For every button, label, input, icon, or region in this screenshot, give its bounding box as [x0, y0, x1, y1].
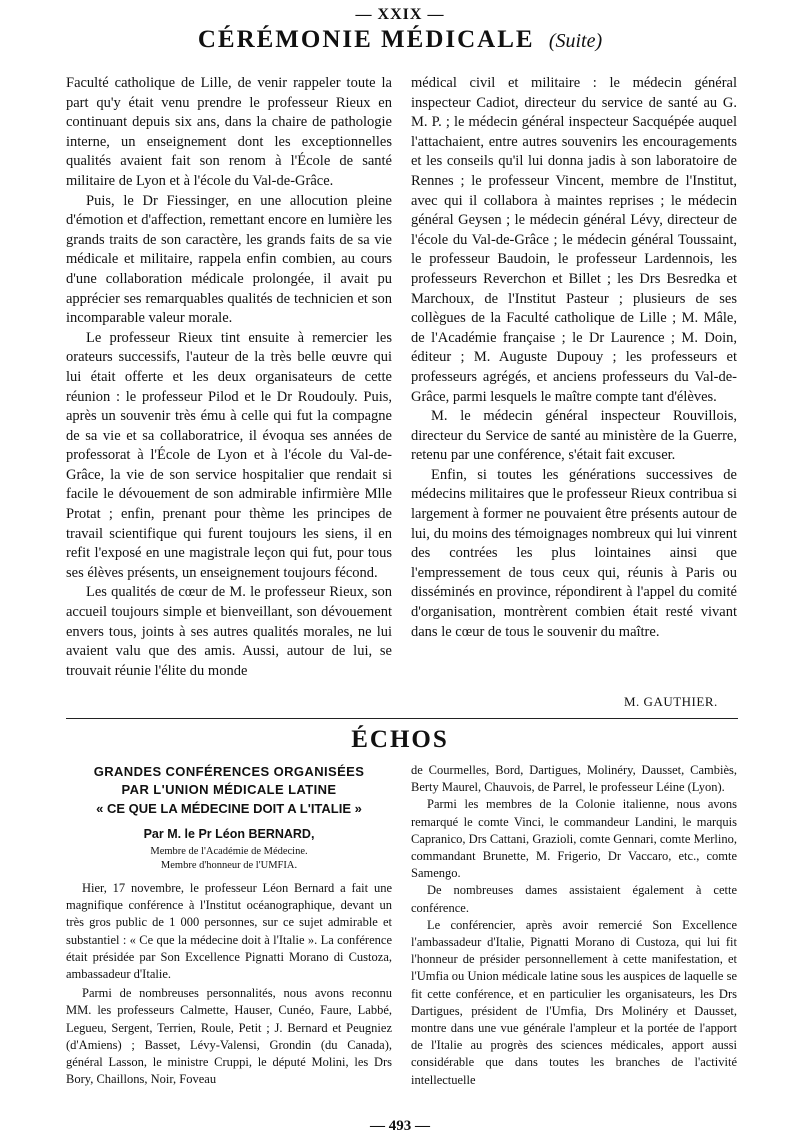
paragraph: Puis, le Dr Fiessinger, en une allocution pleine d'émotion et d'affection, remettant encore en lumière les grands traits de son caractère, les grands faits de sa vie médicale et militaire, rappela enfin combien, au cours d'une collaboration médicale prolongée, il avait pu apprécier ses remarquables qualités de technicien et son incomparable valeur morale.: [66, 192, 392, 327]
echos-heading-line: PAR L'UNION MÉDICALE LATINE: [121, 782, 337, 797]
paragraph: Hier, 17 novembre, le professeur Léon Bernard a fait une magnifique conférence à l'Institut océanographique, devant un très gros public de 1 000 personnes, sur ce sujet admirable et substantiel : « Ce que la médecine doit à l'Italie ». La conférence était présidée par Son Excellence Pignatti Morano di Custoza, ambassadeur d'Italie.: [66, 881, 392, 982]
roman-page-numeral: — XXIX —: [355, 6, 445, 23]
section-title-text: CÉRÉMONIE MÉDICALE: [197, 26, 535, 53]
section-title: [0, 26, 800, 54]
echos-byline: Par M. le Pr Léon BERNARD,: [143, 827, 315, 841]
echos-left-column: [66, 880, 392, 1088]
echos-byline-credential: Membre d'honneur de l'UMFIA.: [160, 859, 298, 871]
paragraph: de Courmelles, Bord, Dartigues, Molinéry, Dausset, Cambiès, Berty Maurel, Chauvois, de Parrel, le professeur Léine (Lyon).: [411, 763, 737, 795]
paragraph: Enfin, si toutes les générations successives de médecins militaires que le professeur Rieux contribua si largement à former ne pouvaient être présents autour de lui, du moins des témoignages nombreux qui lui vinrent des contrées les plus lointaines ainsi que l'empressement de tous ceux qui, réunis à Paris ou disséminés en province, répondirent à l'appel du comité d'organisation, montrèrent combien était resté vivant dans le cœur de tous le souvenir du maître.: [411, 466, 737, 640]
article-right-column: [411, 74, 737, 642]
section-title-suffix: (Suite): [548, 30, 603, 52]
paragraph: médical civil et militaire : le médecin général inspecteur Cadiot, directeur du service de santé au G. M. P. ; le médecin général inspecteur Sacquépée auquel l'attachaient, entre autres souvenirs les encouragements et les conseils qu'il lui donna jadis à son laboratoire de Rennes ; le professeur Vincent, membre de l'Institut, avec qui il collabora à maintes reprises ; le médecin général Geysen ; le médecin général Lévy, directeur de l'école du Val-de-Grâce ; le médecin général Toussaint, le professeur Baudoin, le professeur Lardennois, les professeurs Reverchon et Billet ; les Drs Besredka et Marchoux, de l'Institut Pasteur ; plusieurs de ses collègues de la Faculté catholique de Lille ; M. Mâle, de l'Académie française ; le Dr Laurence ; M. Doin, éditeur ; M. Auguste Dupouy ; les professeurs et professeurs agrégés, et anciens professeurs du Val-de-Grâce, parmi lesquels le maître compte tant d'élèves.: [411, 75, 737, 405]
section-divider: [66, 718, 738, 719]
echos-heading-line: GRANDES CONFÉRENCES ORGANISÉES: [93, 764, 365, 779]
echos-heading-quote: « CE QUE LA MÉDECINE DOIT A L'ITALIE »: [96, 801, 362, 816]
paragraph: Le professeur Rieux tint ensuite à remercier les orateurs successifs, l'auteur de la très belle œuvre qui lui était offerte et les deux organisateurs de cette réunion : le professeur Pilod et le Dr Roudouly. Puis, après un souvenir très ému à celle qui fut la compagne de sa vie et sa collaboratrice, il évoqua ses années de professorat à l'École de Lyon et à l'école du Val-de-Grâce, la vie de son service hospitalier que rendait si facile le dévouement de son admirable infirmière Mlle Protat ; enfin, prenant pour thème les principes de travail scientifique qui furent toujours les siens, il en refit l'exposé en une magistrale leçon qui fut, pour tous ses élèves présents, un enseignement toujours fécond.: [66, 329, 392, 581]
paragraph: Le conférencier, après avoir remercié Son Excellence l'ambassadeur d'Italie, Pignatti Morano di Custoza, qui lui fit l'honneur de présider personnellement à cette manifestation, et l'Umfia ou Union médicale latine sous les auspices de laquelle se fit cette conférence, et en particulier les organisateurs, les Drs Dartigues, président de l'Umfia, Drs Molinéry et Dausset, montre dans une vue générale l'ampleur et la portée de l'apport de l'Italie au progrès des sciences médicales, apport aussi considérable que dans toutes les branches de l'activité intellectuelle: [411, 917, 737, 1087]
paragraph: Faculté catholique de Lille, de venir rappeler toute la part qu'y était venu prendre le professeur Rieux en continuant depuis six ans, dans la chaire de pathologie interne, un enseignement dont les exceptionnelles qualités avaient fait son renom à l'École de santé militaire de Lyon et à l'école du Val-de-Grâce.: [66, 75, 392, 189]
paragraph: De nombreuses dames assistaient également à cette conférence.: [411, 883, 737, 915]
page-number: — 493 —: [370, 1118, 430, 1134]
paragraph: M. le médecin général inspecteur Rouvillois, directeur du Service de santé au ministère de la Guerre, retenu par une conférence, s'était fait excuser.: [411, 408, 737, 464]
article-left-column: [66, 74, 392, 681]
echos-byline-credential: Membre de l'Académie de Médecine.: [150, 846, 308, 857]
echos-title: ÉCHOS: [351, 726, 449, 753]
paragraph: Parmi les membres de la Colonie italienne, nous avons remarqué le comte Vinci, le commandeur Landini, le marquis Capranico, Drs Cattani, Grazioli, comte Gennari, comte Merlino, commandant Brunette, M. Frigerio, Dr Vaccaro, etc., comte Samengo.: [411, 797, 737, 881]
echos-right-column: [411, 762, 737, 1089]
paragraph: Parmi de nombreuses personnalités, nous avons reconnu MM. les professeurs Calmette, Hauser, Cunéo, Faure, Labbé, Legueu, Sergent, Terrien, Roule, Petit ; J. Bernard et Peugniez (d'Amiens) ; Basset, Lévy-Valensi, Grondin (du Canada), général Lasson, le ministre Cruppi, le député Molini, les Drs Bory, Chaillons, Noir, Foveau: [66, 986, 392, 1087]
echos-heading-block: [66, 763, 392, 872]
author-signature: M. GAUTHIER.: [624, 694, 718, 709]
paragraph: Les qualités de cœur de M. le professeur Rieux, son accueil toujours simple et bienveillant, son dévouement envers tous, joints à ses autres qualités morales, ne lui avaient valu que des amis. Aussi, autour de lui, se trouvait réunie l'élite du monde: [66, 584, 392, 679]
